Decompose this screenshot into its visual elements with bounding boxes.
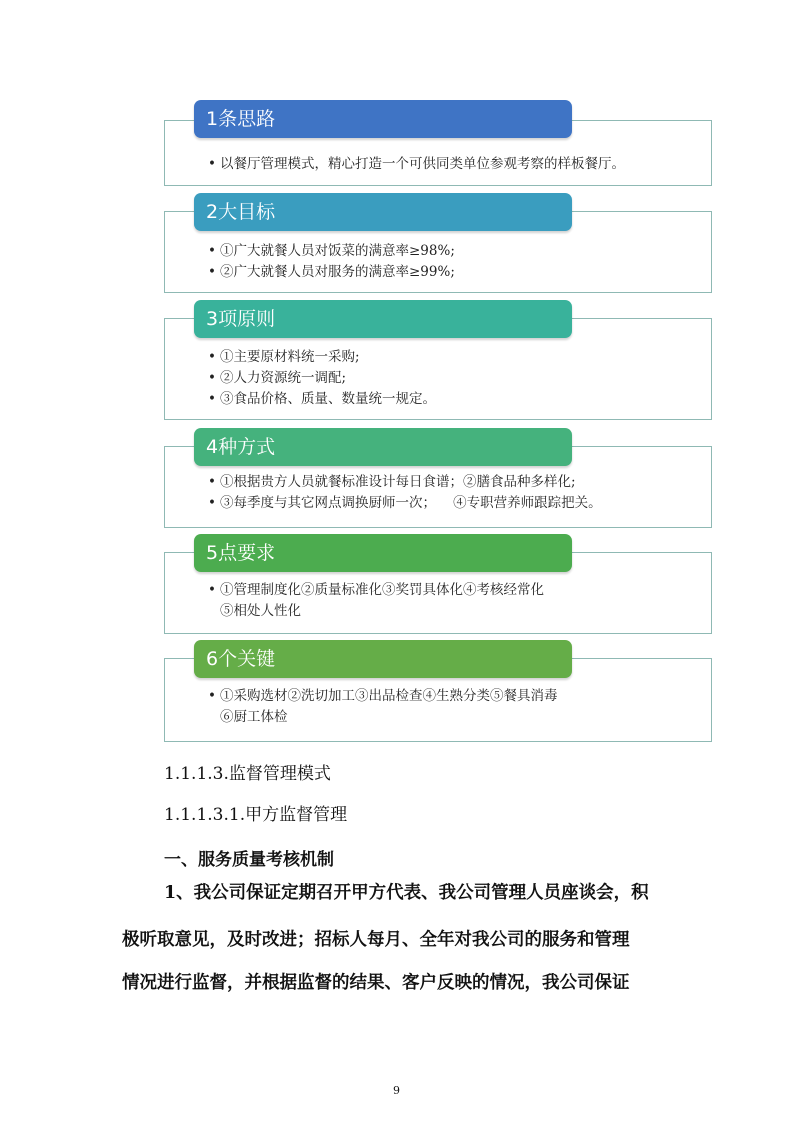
block-4-methods — [164, 428, 712, 528]
bullet-icon: • — [208, 349, 216, 365]
block-items — [208, 472, 602, 514]
list-item — [208, 707, 558, 728]
paragraph-line: 情况进行监督，并根据监督的结果、客户反映的情况，我公司保证 — [122, 973, 630, 993]
block-title: 4种方式 — [194, 428, 572, 466]
list-item — [208, 472, 602, 493]
block-title: 6个关键 — [194, 640, 572, 678]
list-item — [208, 368, 436, 389]
block-items — [208, 154, 625, 175]
item-text: 以餐厅管理模式，精心打造一个可供同类单位参观考察的样板餐厅。 — [220, 156, 625, 172]
item-text: ③食品价格、质量、数量统一规定。 — [220, 391, 436, 407]
block-6-keys — [164, 640, 712, 742]
list-item — [208, 347, 436, 368]
item-text: ②广大就餐人员对服务的满意率≥99%; — [220, 264, 455, 280]
block-2-goals — [164, 193, 712, 293]
bullet-icon: • — [208, 156, 216, 172]
block-items — [208, 347, 436, 410]
item-text: ⑤相处人性化 — [220, 603, 301, 619]
block-items — [208, 241, 455, 283]
block-title: 2大目标 — [194, 193, 572, 231]
item-text: ②人力资源统一调配; — [220, 370, 347, 386]
block-title: 3项原则 — [194, 300, 572, 338]
bullet-icon: • — [208, 370, 216, 386]
list-item — [208, 154, 625, 175]
section-heading-2: 1.1.1.3.1.甲方监督管理 — [164, 805, 348, 825]
block-5-requirements — [164, 534, 712, 634]
paragraph-line: 极听取意见，及时改进；招标人每月、全年对我公司的服务和管理 — [122, 930, 630, 950]
bullet-icon: • — [208, 495, 216, 511]
bullet-icon: • — [208, 582, 216, 598]
list-item — [208, 601, 544, 622]
bullet-icon: • — [208, 243, 216, 259]
item-text: ③每季度与其它网点调换厨师一次； ④专职营养师跟踪把关。 — [220, 495, 602, 511]
list-item — [208, 580, 544, 601]
block-title: 1条思路 — [194, 100, 572, 138]
paragraph-line: 1、我公司保证定期召开甲方代表、我公司管理人员座谈会，积 — [164, 883, 649, 903]
item-text: ⑥厨工体检 — [220, 709, 288, 725]
item-text: ①根据贵方人员就餐标准设计每日食谱；②膳食品种多样化; — [220, 474, 576, 490]
item-text: ①主要原材料统一采购; — [220, 349, 360, 365]
block-items — [208, 580, 544, 622]
block-3-principles — [164, 300, 712, 420]
item-text: ①广大就餐人员对饭菜的满意率≥98%; — [220, 243, 455, 259]
item-text: ①采购选材②洗切加工③出品检查④生熟分类⑤餐具消毒 — [220, 688, 558, 704]
item-text: ①管理制度化②质量标准化③奖罚具体化④考核经常化 — [220, 582, 544, 598]
bullet-icon: • — [208, 391, 216, 407]
list-item — [208, 493, 602, 514]
bullet-icon: • — [208, 264, 216, 280]
section-heading-1: 1.1.1.3.监督管理模式 — [164, 764, 331, 784]
list-item — [208, 241, 455, 262]
bullet-icon: • — [208, 688, 216, 704]
block-1-idea — [164, 100, 712, 186]
list-item — [208, 686, 558, 707]
bullet-icon: • — [208, 474, 216, 490]
block-items — [208, 686, 558, 728]
section-heading-3: 一、服务质量考核机制 — [164, 850, 334, 870]
block-title: 5点要求 — [194, 534, 572, 572]
list-item — [208, 262, 455, 283]
page-number: 9 — [393, 1084, 400, 1097]
list-item — [208, 389, 436, 410]
